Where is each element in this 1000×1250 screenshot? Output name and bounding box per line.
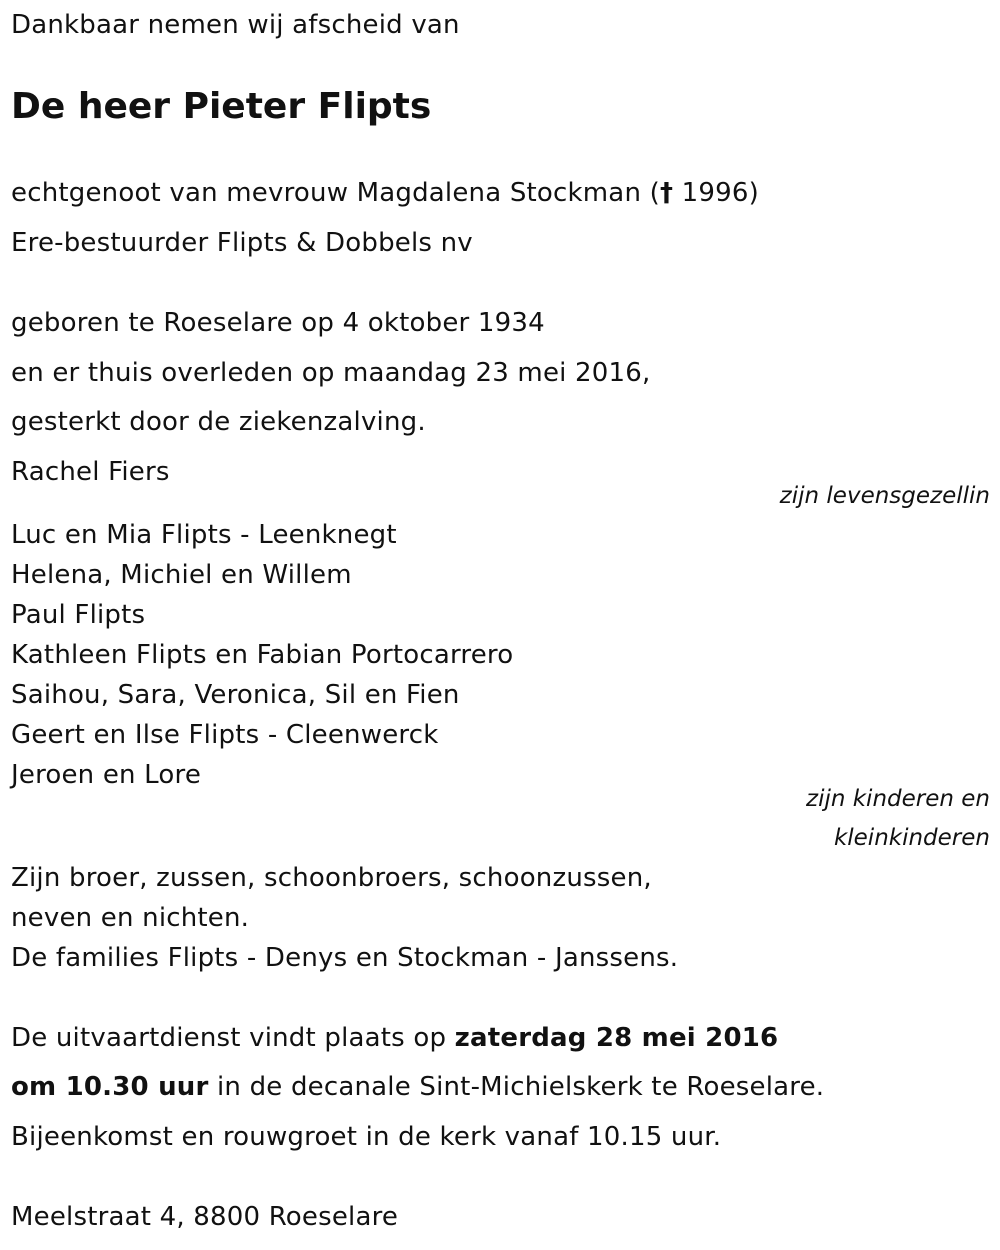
relatives-line: neven en nichten. bbox=[11, 903, 250, 933]
child-line: Jeroen en Lore bbox=[11, 760, 202, 790]
children-role-line2: kleinkinderen bbox=[833, 825, 990, 851]
sacrament-line: gesterkt door de ziekenzalving. bbox=[11, 407, 426, 437]
relatives-line: Zijn broer, zussen, schoonbroers, schoonzussen, bbox=[11, 863, 652, 893]
service-time: om 10.30 uur bbox=[11, 1072, 209, 1102]
service-line-2 bbox=[11, 1072, 824, 1102]
service-date: zaterdag 28 mei 2016 bbox=[454, 1023, 779, 1053]
deceased-name: De heer Pieter Flipts bbox=[11, 86, 432, 127]
spouse-prefix: echtgenoot van mevrouw Magdalena Stockman ( bbox=[11, 178, 660, 208]
partner-name: Rachel Fiers bbox=[11, 457, 170, 487]
child-line: Saihou, Sara, Veronica, Sil en Fien bbox=[11, 680, 460, 710]
child-line: Geert en Ilse Flipts - Cleenwerck bbox=[11, 720, 439, 750]
service-line-3: Bijeenkomst en rouwgroet in de kerk vanaf 10.15 uur. bbox=[11, 1122, 722, 1152]
title-line: Ere-bestuurder Flipts & Dobbels nv bbox=[11, 228, 473, 258]
spouse-suffix: 1996) bbox=[673, 178, 759, 208]
child-line: Paul Flipts bbox=[11, 600, 146, 630]
service-line-1 bbox=[11, 1023, 778, 1053]
spouse-line bbox=[11, 178, 759, 208]
birth-line: geboren te Roeselare op 4 oktober 1934 bbox=[11, 308, 545, 338]
service-location: in de decanale Sint-Michielskerk te Roeselare. bbox=[208, 1072, 825, 1102]
child-line: Kathleen Flipts en Fabian Portocarrero bbox=[11, 640, 514, 670]
partner-role: zijn levensgezellin bbox=[779, 483, 990, 509]
cross-icon: † bbox=[659, 178, 674, 208]
relatives-line: De families Flipts - Denys en Stockman - Janssens. bbox=[11, 943, 679, 973]
children-role-line1: zijn kinderen en bbox=[806, 786, 990, 812]
death-line: en er thuis overleden op maandag 23 mei 2016, bbox=[11, 358, 651, 388]
child-line: Luc en Mia Flipts - Leenknegt bbox=[11, 520, 397, 550]
service-text: De uitvaartdienst vindt plaats op bbox=[11, 1023, 455, 1053]
child-line: Helena, Michiel en Willem bbox=[11, 560, 352, 590]
address: Meelstraat 4, 8800 Roeselare bbox=[11, 1202, 399, 1232]
intro-text: Dankbaar nemen wij afscheid van bbox=[11, 10, 460, 40]
